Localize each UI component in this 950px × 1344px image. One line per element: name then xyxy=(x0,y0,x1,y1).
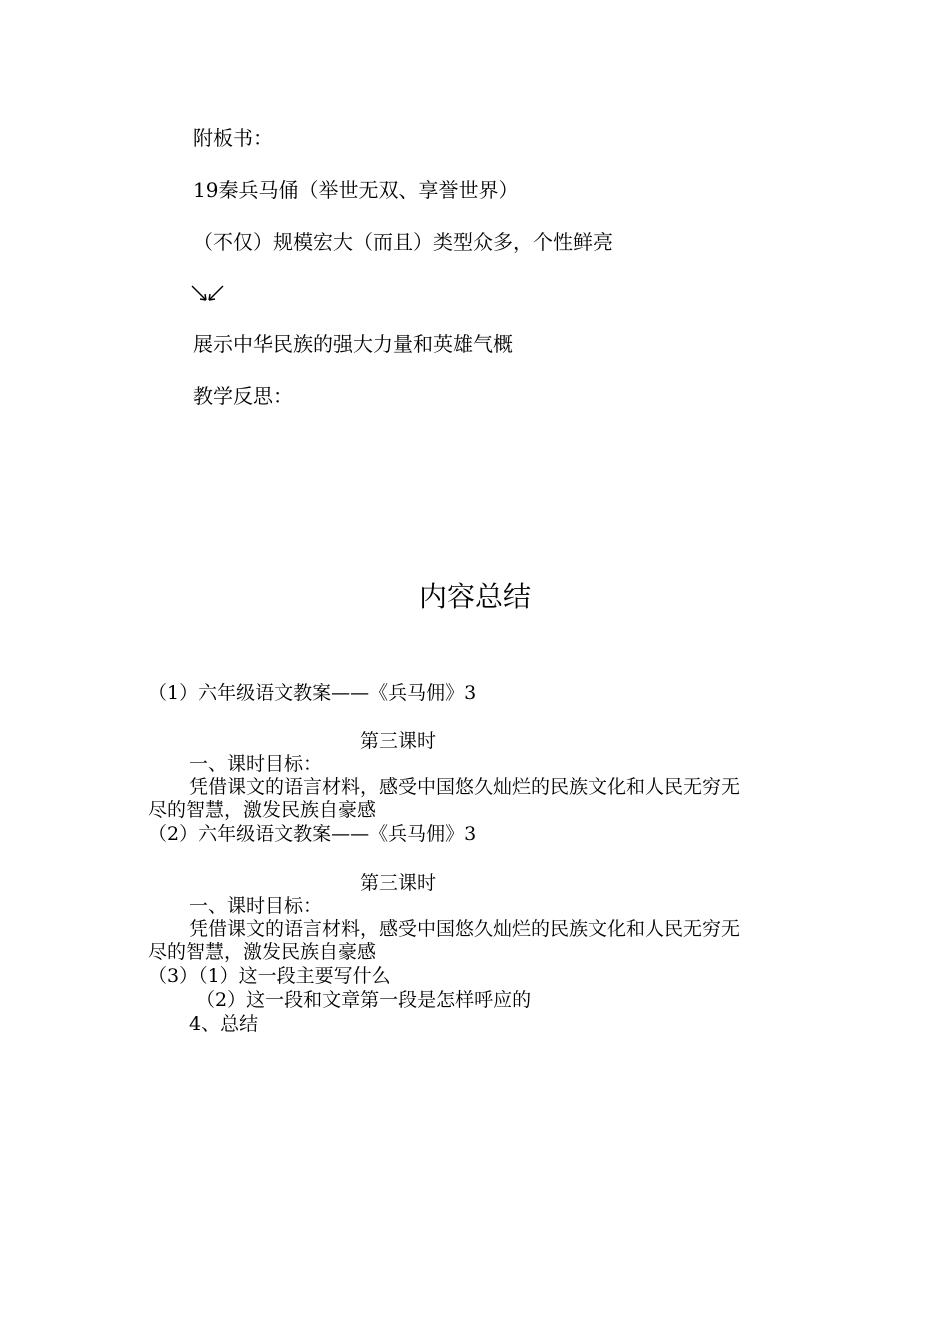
board-conclusion: 展示中华民族的强大力量和英雄气概 xyxy=(193,332,513,356)
board-structure-line: （不仅）规模宏大（而且）类型众多，个性鲜亮 xyxy=(193,230,613,254)
summary-item-question: （3）（1）这一段主要写什么 xyxy=(148,965,391,987)
summary-item-question: （2）这一段和文章第一段是怎样呼应的 xyxy=(196,989,532,1011)
summary-item-goal-label: 一、课时目标： xyxy=(189,753,323,775)
summary-item-heading: （1）六年级语文教案——《兵马佣》3 xyxy=(148,682,477,704)
summary-item-goal-label: 一、课时目标： xyxy=(189,895,323,917)
summary-item-question: 4、总结 xyxy=(189,1013,259,1035)
summary-item-goal-line: 尽的智慧，激发民族自豪感 xyxy=(148,941,377,963)
summary-item-lesson: 第三课时 xyxy=(360,730,437,752)
summary-item-goal-line: 凭借课文的语言材料，感受中国悠久灿烂的民族文化和人民无穷无 xyxy=(189,776,741,798)
converging-arrows-icon xyxy=(191,284,225,304)
board-label: 附板书： xyxy=(193,126,273,150)
reflection-label: 教学反思： xyxy=(193,384,293,408)
summary-item-lesson: 第三课时 xyxy=(360,872,437,894)
summary-item-goal-line: 凭借课文的语言材料，感受中国悠久灿烂的民族文化和人民无穷无 xyxy=(189,918,741,940)
summary-item-goal-line: 尽的智慧，激发民族自豪感 xyxy=(148,799,377,821)
board-title-line: 19秦兵马俑（举世无双、享誉世界） xyxy=(193,178,519,202)
summary-title: 内容总结 xyxy=(418,580,531,613)
summary-item-heading: （2）六年级语文教案——《兵马佣》3 xyxy=(148,823,477,845)
